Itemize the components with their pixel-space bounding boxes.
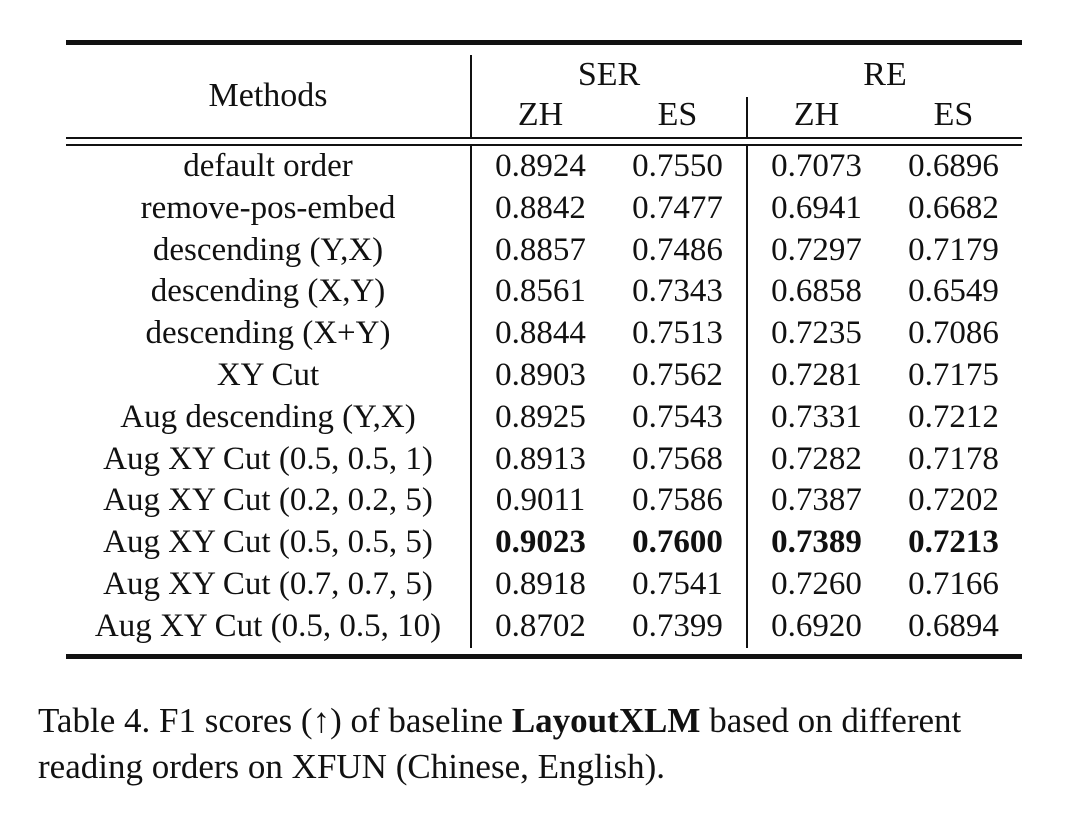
method-cell: descending (X+Y) <box>145 315 391 352</box>
re-zh-cell: 0.7387 <box>771 482 862 519</box>
ser-es-cell: 0.7543 <box>632 398 723 435</box>
method-cell: Aug XY Cut (0.7, 0.7, 5) <box>103 565 433 602</box>
table-row <box>66 146 1022 188</box>
ser-es-cell: 0.7343 <box>632 273 723 310</box>
method-cell: Aug descending (Y,X) <box>120 398 416 435</box>
table-row <box>66 355 1022 397</box>
table-bottom-rule <box>66 654 1022 659</box>
re-zh-cell: 0.7297 <box>771 231 862 268</box>
ser-es-cell-best: 0.7600 <box>632 524 723 561</box>
table-row <box>66 313 1022 355</box>
re-zh-cell-best: 0.7389 <box>771 524 862 561</box>
method-cell: Aug XY Cut (0.5, 0.5, 5) <box>103 524 433 561</box>
re-zh-cell: 0.7331 <box>771 398 862 435</box>
ser-es-cell: 0.7586 <box>632 482 723 519</box>
re-zh-header: ZH <box>793 96 840 133</box>
table-row <box>66 606 1022 648</box>
ser-zh-cell: 0.8924 <box>495 148 586 184</box>
re-es-cell: 0.6682 <box>908 189 999 226</box>
table-row <box>66 188 1022 230</box>
ser-zh-cell: 0.8702 <box>495 607 586 644</box>
ser-es-cell: 0.7562 <box>632 356 723 393</box>
ser-es-cell: 0.7513 <box>632 315 723 352</box>
ser-es-cell: 0.7399 <box>632 607 723 644</box>
method-cell: Aug XY Cut (0.2, 0.2, 5) <box>103 482 433 519</box>
re-es-cell: 0.6896 <box>908 148 999 184</box>
table-caption <box>38 698 1058 790</box>
ser-zh-cell-best: 0.9023 <box>495 524 586 561</box>
re-es-cell: 0.7179 <box>908 231 999 268</box>
table-row-best <box>66 522 1022 564</box>
re-es-cell: 0.7212 <box>908 398 999 435</box>
ser-es-cell: 0.7568 <box>632 440 723 477</box>
header-rule-1 <box>66 137 1022 139</box>
table-top-rule <box>66 40 1022 45</box>
ser-es-cell: 0.7550 <box>632 148 723 184</box>
table-row <box>66 564 1022 606</box>
table-row <box>66 230 1022 272</box>
methods-header: Methods <box>208 77 328 114</box>
method-cell: XY Cut <box>216 356 320 393</box>
re-zh-cell: 0.7073 <box>771 148 862 184</box>
ser-zh-cell: 0.8857 <box>495 231 586 268</box>
table-body <box>66 146 1022 648</box>
re-zh-cell: 0.6858 <box>771 273 862 310</box>
re-zh-cell: 0.6941 <box>771 189 862 226</box>
re-zh-cell: 0.7281 <box>771 356 862 393</box>
ser-es-cell: 0.7541 <box>632 565 723 602</box>
ser-es-header: ES <box>657 96 698 133</box>
re-es-cell: 0.7175 <box>908 356 999 393</box>
ser-zh-cell: 0.8918 <box>495 565 586 602</box>
re-es-cell: 0.6894 <box>908 607 999 644</box>
method-cell: default order <box>183 148 353 184</box>
caption-prefix: Table 4. F1 scores (↑) of baseline <box>38 701 512 740</box>
re-es-cell: 0.7086 <box>908 315 999 352</box>
re-es-cell: 0.6549 <box>908 273 999 310</box>
re-zh-cell: 0.7260 <box>771 565 862 602</box>
re-zh-cell: 0.6920 <box>771 607 862 644</box>
method-cell: remove-pos-embed <box>140 189 396 226</box>
ser-zh-cell: 0.8925 <box>495 398 586 435</box>
method-cell: Aug XY Cut (0.5, 0.5, 1) <box>103 440 433 477</box>
re-es-header: ES <box>933 96 974 133</box>
method-cell: descending (Y,X) <box>152 231 384 268</box>
ser-es-cell: 0.7486 <box>632 231 723 268</box>
ser-zh-cell: 0.8561 <box>495 273 586 310</box>
table-row <box>66 271 1022 313</box>
table-row <box>66 397 1022 439</box>
method-cell: Aug XY Cut (0.5, 0.5, 10) <box>94 607 442 644</box>
ser-zh-cell: 0.8903 <box>495 356 586 393</box>
ser-zh-cell: 0.9011 <box>495 482 586 519</box>
re-zh-cell: 0.7235 <box>771 315 862 352</box>
ser-zh-cell: 0.8913 <box>495 440 586 477</box>
method-cell: descending (X,Y) <box>150 273 386 310</box>
re-es-cell: 0.7178 <box>908 440 999 477</box>
ser-zh-header: ZH <box>517 96 564 133</box>
ser-zh-cell: 0.8844 <box>495 315 586 352</box>
re-zh-cell: 0.7282 <box>771 440 862 477</box>
ser-group-header: SER <box>577 56 641 93</box>
ser-es-cell: 0.7477 <box>632 189 723 226</box>
re-es-cell-best: 0.7213 <box>908 524 999 561</box>
caption-suffix: based on different reading orders on XFUN (Chinese, English). <box>38 701 962 786</box>
table-row <box>66 439 1022 481</box>
re-es-cell: 0.7202 <box>908 482 999 519</box>
ser-zh-cell: 0.8842 <box>495 189 586 226</box>
re-group-header: RE <box>863 56 907 93</box>
caption-model-name: LayoutXLM <box>511 701 701 740</box>
table-row <box>66 480 1022 522</box>
re-es-cell: 0.7166 <box>908 565 999 602</box>
